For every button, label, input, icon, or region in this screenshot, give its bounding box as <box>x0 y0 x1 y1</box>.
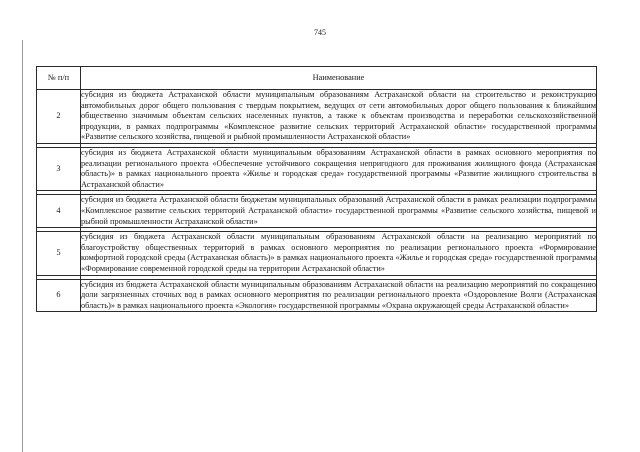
row-description <box>81 90 597 144</box>
row-text: субсидия из бюджета Астраханской области муниципальным образованиям Астраханской области на реализацию мероприятий по сокращению доли загрязненных сточных вод в рамках основного мероприятия по реализации регионального проекта «Оздоровление Волги (Астраханская область)» в рамках национального проекта «Экология» государственной программы «Охрана окружающей среды Астраханской области» <box>81 279 596 310</box>
table-row <box>37 147 597 190</box>
row-number: 3 <box>37 147 81 190</box>
table-row <box>37 232 597 275</box>
subsidy-table <box>36 66 597 312</box>
row-description <box>81 232 597 275</box>
row-number: 4 <box>37 195 81 228</box>
page-number: 745 <box>314 28 326 37</box>
row-description <box>81 147 597 190</box>
header-number: № п/п <box>37 67 81 90</box>
table-row <box>37 90 597 144</box>
row-text: субсидия из бюджета Астраханской области муниципальным образованиям Астраханской области на реализацию мероприятий по благоустройству общественных территорий в рамках основного мероприятия по реализации регионального проекта «Формирование комфортной городской среды (Астраханская область)» в рамках национального проекта «Жилье и городская среда» государственной программы «Формирование современной городской среды на территории Астраханской области» <box>81 232 596 273</box>
row-description <box>81 279 597 312</box>
row-text: субсидия из бюджета Астраханской области муниципальным образованиям Астраханской области в рамках основного мероприятия по реализации регионального проекта «Обеспечение устойчивого сокращения непригодного для проживания жилищного фонда (Астраханская область)» в рамках национального проекта «Жилье и городская среда» государственной программы «Развитие жилищного строительства в Астраханской области» <box>81 147 596 189</box>
table-row <box>37 195 597 228</box>
table-header-row <box>37 67 597 90</box>
row-number: 6 <box>37 279 81 312</box>
row-number: 2 <box>37 90 81 144</box>
header-name: Наименование <box>81 67 597 90</box>
row-text: субсидия из бюджета Астраханской области бюджетам муниципальных образований Астраханской области в рамках реализации подпрограммы «Комплексное развитие сельских территорий Астраханской области» государственной программы «Развитие сельского хозяйства, пищевой и рыбной промышленности Астраханской области» <box>81 195 596 226</box>
row-number: 5 <box>37 232 81 275</box>
row-text: субсидия из бюджета Астраханской области муниципальным образованиям Астраханской области на строительство и реконструкцию автомобильных дорог общего пользования с твердым покрытием, ведущих от сети автомобильных дорог общего пользования к ближайшим общественно значимым объектам сельских населенных пунктов, а также к объектам производства и переработки сельскохозяйственной продукции, в рамках подпрограммы «Комплексное развитие сельских территорий Астраханской области» государственной программы «Развитие сельского хозяйства, пищевой и рыбной промышленности Астраханской области» <box>81 90 596 142</box>
row-description <box>81 195 597 228</box>
table-row <box>37 279 597 312</box>
scan-margin-line <box>22 40 23 452</box>
